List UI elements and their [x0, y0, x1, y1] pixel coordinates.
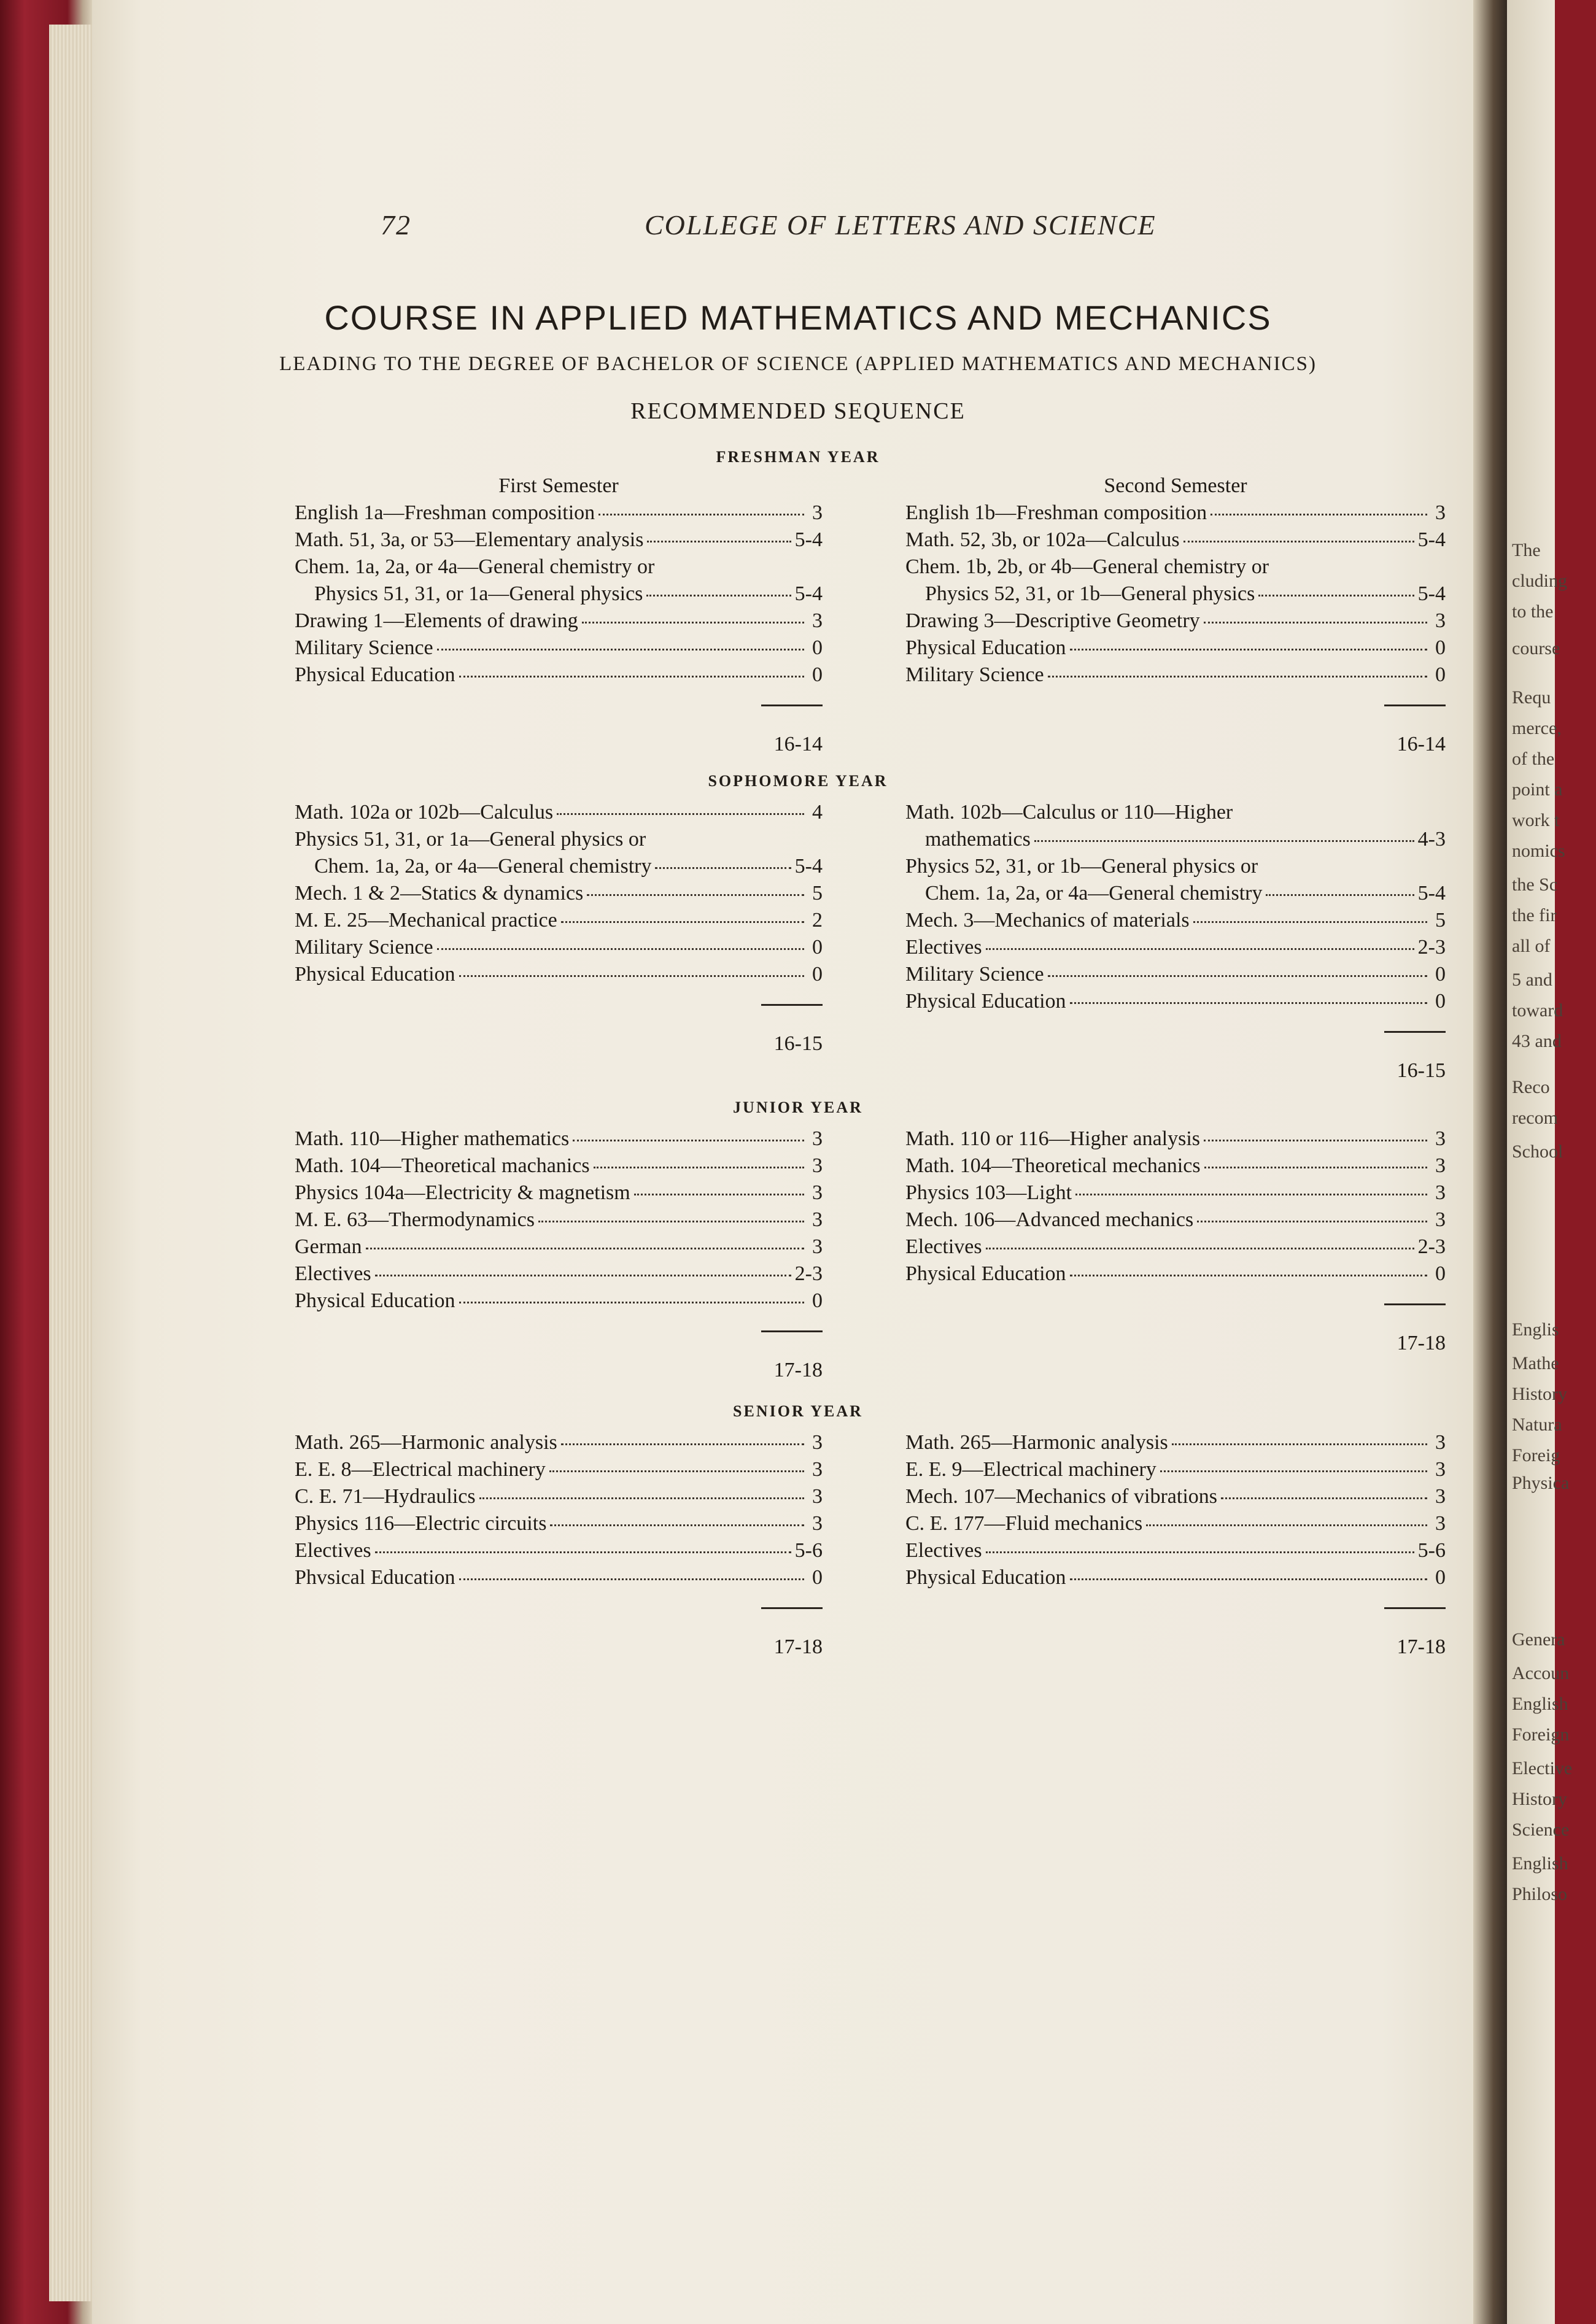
course-row	[905, 1179, 1446, 1206]
running-title: COLLEGE OF LETTERS AND SCIENCE	[645, 209, 1156, 241]
leader-dots	[1075, 1194, 1427, 1195]
course-units: 3	[812, 1431, 823, 1454]
leader-dots	[538, 1221, 804, 1222]
facing-page-text: Foreign	[1512, 1724, 1570, 1745]
course-row	[295, 1429, 823, 1456]
facing-page-text: nomics	[1512, 841, 1565, 861]
course-units: 3	[812, 609, 823, 632]
leader-dots	[1172, 1443, 1427, 1445]
course-row	[905, 988, 1446, 1015]
leader-dots	[375, 1275, 791, 1276]
course-name: Math. 52, 3b, or 102a—Calculus	[905, 528, 1180, 551]
course-name: English 1a—Freshman composition	[295, 501, 595, 524]
facing-page-text: point a	[1512, 779, 1563, 800]
course-units: 3	[812, 501, 823, 524]
course-units: 5-4	[1417, 882, 1446, 905]
leader-dots	[1146, 1524, 1427, 1526]
course-name: Electives	[905, 936, 982, 959]
facing-page-text: recom	[1512, 1108, 1558, 1128]
leader-dots	[459, 1302, 804, 1303]
book-page	[92, 0, 1504, 2324]
course-units: 0	[1435, 990, 1446, 1013]
leader-dots	[1204, 1140, 1427, 1141]
course-row	[295, 1260, 823, 1287]
leader-dots	[1258, 595, 1414, 596]
course-name: Electives	[905, 1235, 982, 1258]
course-name: Physical Education	[295, 663, 455, 686]
leader-dots	[561, 921, 804, 923]
course-row	[905, 799, 1446, 826]
course-row	[905, 527, 1446, 554]
course-units: 2-3	[1417, 1235, 1446, 1258]
leader-dots	[437, 649, 804, 650]
year-heading: JUNIOR YEAR	[733, 1098, 863, 1116]
leader-dots	[549, 1470, 804, 1472]
leader-dots	[557, 813, 804, 815]
course-row	[295, 1179, 823, 1206]
course-row	[295, 554, 823, 581]
degree-subtitle: LEADING TO THE DEGREE OF BACHELOR OF SCIENCE (APPLIED MATHEMATICS AND MECHANICS)	[279, 353, 1317, 375]
course-name: Math. 110—Higher mathematics	[295, 1127, 570, 1150]
leader-dots	[479, 1497, 804, 1499]
course-units: 3	[812, 1154, 823, 1177]
course-name: mathematics	[925, 828, 1031, 851]
leader-dots	[561, 1443, 804, 1445]
course-name: Math. 265—Harmonic analysis	[295, 1431, 557, 1454]
course-name: Physical Education	[295, 963, 455, 986]
course-units: 3	[1435, 1181, 1446, 1204]
course-row	[295, 1125, 823, 1152]
course-row	[905, 907, 1446, 934]
course-units: 3	[1435, 1431, 1446, 1454]
course-name: C. E. 177—Fluid mechanics	[905, 1512, 1143, 1535]
year-heading: FRESHMAN YEAR	[716, 448, 880, 466]
leader-dots	[1070, 1578, 1427, 1580]
course-row	[905, 581, 1446, 608]
facing-page-text: English	[1512, 1853, 1568, 1874]
facing-page-text: Science	[1512, 1820, 1570, 1840]
course-units: 0	[812, 636, 823, 659]
facing-page-text: The	[1512, 540, 1541, 560]
facing-page-text: Accoun	[1512, 1663, 1570, 1683]
leader-dots	[1034, 840, 1414, 842]
course-units: 0	[1435, 636, 1446, 659]
course-name: Military Science	[905, 663, 1044, 686]
course-units: 2-3	[794, 1262, 823, 1285]
course-row	[295, 1564, 823, 1591]
leader-dots	[1048, 676, 1427, 678]
course-name: E. E. 8—Electrical machinery	[295, 1458, 546, 1481]
course-row	[295, 826, 823, 853]
course-name: Physical Education	[905, 636, 1066, 659]
course-name: M. E. 25—Mechanical practice	[295, 909, 557, 932]
course-name: Chem. 1a, 2a, or 4a—General chemistry or	[295, 555, 655, 578]
leader-dots	[1070, 1275, 1427, 1276]
facing-page-text: Genera	[1512, 1629, 1565, 1650]
course-name: Physics 104a—Electricity & magnetism	[295, 1181, 630, 1204]
course-name: Math. 104—Theoretical mechanics	[905, 1154, 1201, 1177]
course-name: Mech. 107—Mechanics of vibrations	[905, 1485, 1217, 1508]
semester-total: 17-18	[773, 1359, 823, 1381]
facing-page-text: the Sc	[1512, 874, 1558, 895]
course-name: Math. 51, 3a, or 53—Elementary analysis	[295, 528, 644, 551]
course-name: German	[295, 1235, 362, 1258]
leader-dots	[1211, 514, 1427, 515]
course-row	[295, 1233, 823, 1260]
total-rule	[1384, 705, 1446, 706]
total-rule	[761, 1607, 823, 1609]
course-row	[295, 527, 823, 554]
course-row	[295, 1510, 823, 1537]
course-name: Mech. 106—Advanced mechanics	[905, 1208, 1194, 1231]
course-row	[295, 907, 823, 934]
course-name: Chem. 1a, 2a, or 4a—General chemistry	[925, 882, 1263, 905]
facing-page-text: 5 and	[1512, 970, 1552, 990]
course-units: 3	[812, 1458, 823, 1481]
facing-page-text: all of	[1512, 936, 1551, 956]
course-units: 0	[812, 1566, 823, 1589]
year-heading: SENIOR YEAR	[733, 1402, 863, 1420]
course-units: 5-4	[1417, 582, 1446, 605]
course-row	[905, 1456, 1446, 1483]
leader-dots	[647, 541, 791, 542]
leader-dots	[598, 514, 804, 515]
semester-total: 16-15	[773, 1032, 823, 1055]
course-name: Math. 102b—Calculus or 110—Higher	[905, 801, 1233, 824]
leader-dots	[986, 1551, 1414, 1553]
leader-dots	[459, 676, 804, 678]
course-name: Physics 116—Electric circuits	[295, 1512, 547, 1535]
second-semester-column	[905, 1125, 1446, 1357]
leader-dots	[1266, 894, 1414, 896]
course-name: Physics 52, 31, or 1b—General physics or	[905, 855, 1258, 878]
semester-total: 17-18	[1396, 1635, 1446, 1658]
leader-dots	[1183, 541, 1414, 542]
facing-page-fragment	[1507, 0, 1573, 2324]
semester-total: 16-14	[773, 733, 823, 755]
leader-dots	[1193, 921, 1427, 923]
course-name: Military Science	[295, 636, 433, 659]
course-units: 5-6	[794, 1539, 823, 1562]
course-units: 5-4	[794, 855, 823, 878]
leader-dots	[1221, 1497, 1427, 1499]
semester-total: 17-18	[773, 1635, 823, 1658]
course-row	[905, 880, 1446, 907]
course-row	[295, 880, 823, 907]
leader-dots	[1070, 1002, 1427, 1004]
course-row	[905, 1260, 1446, 1287]
leader-dots	[594, 1167, 804, 1168]
facing-page-text: 43 and	[1512, 1031, 1562, 1051]
facing-page-text: Foreig	[1512, 1445, 1560, 1465]
course-row	[905, 1206, 1446, 1233]
course-row	[905, 1125, 1446, 1152]
facing-page-text: Englis	[1512, 1319, 1559, 1340]
facing-page-text: Elective	[1512, 1758, 1573, 1778]
course-units: 5	[812, 882, 823, 905]
course-units: 3	[1435, 1458, 1446, 1481]
facing-page-text: the fir	[1512, 905, 1557, 925]
facing-page-text: Philoso	[1512, 1884, 1568, 1904]
course-name: E. E. 9—Electrical machinery	[905, 1458, 1156, 1481]
facing-page-text: toward	[1512, 1000, 1563, 1021]
course-row	[905, 500, 1446, 527]
course-units: 3	[1435, 1154, 1446, 1177]
facing-page-text: course	[1512, 638, 1560, 658]
course-row	[905, 635, 1446, 662]
leader-dots	[459, 1578, 804, 1580]
course-name: Math. 110 or 116—Higher analysis	[905, 1127, 1201, 1150]
semester-heading: First Semester	[498, 474, 619, 497]
first-semester-column	[295, 1125, 823, 1384]
leader-dots	[582, 622, 804, 623]
course-name: Mech. 1 & 2—Statics & dynamics	[295, 882, 584, 905]
course-units: 0	[812, 963, 823, 986]
leader-dots	[459, 975, 804, 977]
page-number: 72	[381, 209, 411, 241]
course-row	[295, 608, 823, 635]
facing-page-text: Mathe	[1512, 1353, 1559, 1373]
total-rule	[1384, 1607, 1446, 1609]
leader-dots	[587, 894, 804, 896]
course-row	[905, 961, 1446, 988]
facing-page-text: Requ	[1512, 687, 1551, 708]
course-units: 0	[1435, 963, 1446, 986]
course-units: 3	[1435, 1127, 1446, 1150]
semester-total: 17-18	[1396, 1332, 1446, 1354]
year-heading: SOPHOMORE YEAR	[708, 772, 888, 790]
first-semester-column	[295, 799, 823, 1057]
course-units: 3	[812, 1181, 823, 1204]
leader-dots	[550, 1524, 804, 1526]
leader-dots	[375, 1551, 791, 1553]
course-row	[295, 581, 823, 608]
book-gutter	[1473, 0, 1510, 2324]
course-row	[905, 662, 1446, 689]
facing-page-text: Physica	[1512, 1473, 1570, 1493]
facing-page-text: English	[1512, 1694, 1568, 1714]
course-row	[905, 1152, 1446, 1179]
course-row	[295, 1537, 823, 1564]
course-row	[295, 961, 823, 988]
course-row	[295, 500, 823, 527]
leader-dots	[1197, 1221, 1427, 1222]
course-row	[295, 1483, 823, 1510]
course-row	[905, 853, 1446, 880]
course-units: 3	[1435, 1208, 1446, 1231]
course-name: Physical Education	[295, 1289, 455, 1312]
course-row	[905, 1429, 1446, 1456]
course-name: Math. 102a or 102b—Calculus	[295, 801, 554, 824]
total-rule	[1384, 1303, 1446, 1305]
course-name: Physical Education	[905, 1262, 1066, 1285]
course-row	[905, 826, 1446, 853]
course-units: 3	[1435, 609, 1446, 632]
course-units: 3	[1435, 1485, 1446, 1508]
leader-dots	[986, 948, 1414, 950]
course-row	[905, 1564, 1446, 1591]
facing-page-text: Natura	[1512, 1415, 1562, 1435]
course-units: 2	[812, 909, 823, 932]
course-name: Physics 52, 31, or 1b—General physics	[925, 582, 1255, 605]
leader-dots	[1070, 649, 1427, 650]
total-rule	[1384, 1031, 1446, 1033]
total-rule	[761, 1330, 823, 1332]
facing-page-text: School	[1512, 1141, 1563, 1162]
course-units: 3	[812, 1127, 823, 1150]
course-name: Electives	[295, 1539, 371, 1562]
course-units: 5-4	[794, 582, 823, 605]
course-units: 3	[812, 1208, 823, 1231]
course-units: 3	[1435, 501, 1446, 524]
recommended-sequence-heading: RECOMMENDED SEQUENCE	[630, 398, 966, 424]
course-name: English 1b—Freshman composition	[905, 501, 1207, 524]
course-name: Physical Education	[905, 990, 1066, 1013]
facing-page-text: to the	[1512, 601, 1554, 622]
course-units: 0	[812, 663, 823, 686]
second-semester-column	[905, 799, 1446, 1084]
leader-dots	[634, 1194, 804, 1195]
first-semester-column	[295, 473, 823, 758]
course-units: 3	[812, 1512, 823, 1535]
facing-page-text: History	[1512, 1384, 1567, 1404]
facing-page-text: Reco	[1512, 1077, 1550, 1097]
course-units: 0	[1435, 1262, 1446, 1285]
course-name: Physics 51, 31, or 1a—General physics	[314, 582, 643, 605]
total-rule	[761, 1004, 823, 1006]
course-name: Electives	[905, 1539, 982, 1562]
course-row	[905, 554, 1446, 581]
course-units: 3	[1435, 1512, 1446, 1535]
course-row	[295, 1287, 823, 1314]
course-row	[295, 853, 823, 880]
course-units: 0	[1435, 1566, 1446, 1589]
course-name: Math. 104—Theoretical machanics	[295, 1154, 590, 1177]
course-name: Mech. 3—Mechanics of materials	[905, 909, 1190, 932]
course-units: 2-3	[1417, 936, 1446, 959]
facing-page-text: cluding	[1512, 571, 1567, 591]
leader-dots	[1048, 975, 1427, 977]
course-units: 5	[1435, 909, 1446, 932]
second-semester-column	[905, 473, 1446, 758]
course-units: 5-4	[1417, 528, 1446, 551]
course-row	[295, 1206, 823, 1233]
course-name: Math. 265—Harmonic analysis	[905, 1431, 1168, 1454]
course-units: 4	[812, 801, 823, 824]
first-semester-column	[295, 1429, 823, 1661]
leader-dots	[366, 1248, 804, 1249]
semester-total: 16-15	[1396, 1059, 1446, 1082]
semester-total: 16-14	[1396, 733, 1446, 755]
leader-dots	[1204, 1167, 1427, 1168]
course-row	[905, 1537, 1446, 1564]
course-row	[905, 608, 1446, 635]
course-row	[295, 799, 823, 826]
course-name: Drawing 3—Descriptive Geometry	[905, 609, 1200, 632]
leader-dots	[1160, 1470, 1427, 1472]
facing-page-text: work t	[1512, 810, 1560, 830]
course-units: 3	[812, 1485, 823, 1508]
course-name: Phvsical Education	[295, 1566, 455, 1589]
course-units: 3	[812, 1235, 823, 1258]
course-name: Physics 103—Light	[905, 1181, 1072, 1204]
course-name: Military Science	[295, 936, 433, 959]
course-name: M. E. 63—Thermodynamics	[295, 1208, 535, 1231]
course-name: Physical Education	[905, 1566, 1066, 1589]
course-row	[905, 1510, 1446, 1537]
course-row	[905, 934, 1446, 961]
leader-dots	[646, 595, 791, 596]
course-row	[905, 1483, 1446, 1510]
page-title: COURSE IN APPLIED MATHEMATICS AND MECHANICS	[324, 298, 1272, 337]
course-row	[295, 635, 823, 662]
course-units: 0	[812, 1289, 823, 1312]
course-row	[295, 934, 823, 961]
course-name: C. E. 71—Hydraulics	[295, 1485, 476, 1508]
leader-dots	[986, 1248, 1414, 1249]
course-name: Physics 51, 31, or 1a—General physics or	[295, 828, 646, 851]
course-row	[295, 1456, 823, 1483]
course-units: 0	[1435, 663, 1446, 686]
leader-dots	[573, 1140, 804, 1141]
course-row	[295, 1152, 823, 1179]
course-units: 5-4	[794, 528, 823, 551]
course-row	[905, 1233, 1446, 1260]
course-row	[295, 662, 823, 689]
course-name: Chem. 1a, 2a, or 4a—General chemistry	[314, 855, 652, 878]
course-name: Chem. 1b, 2b, or 4b—General chemistry or	[905, 555, 1269, 578]
course-units: 4-3	[1417, 828, 1446, 851]
course-units: 0	[812, 936, 823, 959]
course-name: Drawing 1—Elements of drawing	[295, 609, 578, 632]
facing-page-text: merce,	[1512, 718, 1562, 738]
leader-dots	[437, 948, 804, 950]
semester-heading: Second Semester	[1104, 474, 1247, 497]
course-units: 5-6	[1417, 1539, 1446, 1562]
second-semester-column	[905, 1429, 1446, 1661]
course-name: Military Science	[905, 963, 1044, 986]
leader-dots	[1204, 622, 1427, 623]
total-rule	[761, 705, 823, 706]
course-name: Electives	[295, 1262, 371, 1285]
leader-dots	[655, 867, 791, 869]
facing-page-text: of the	[1512, 749, 1555, 769]
facing-page-text: History	[1512, 1789, 1567, 1809]
